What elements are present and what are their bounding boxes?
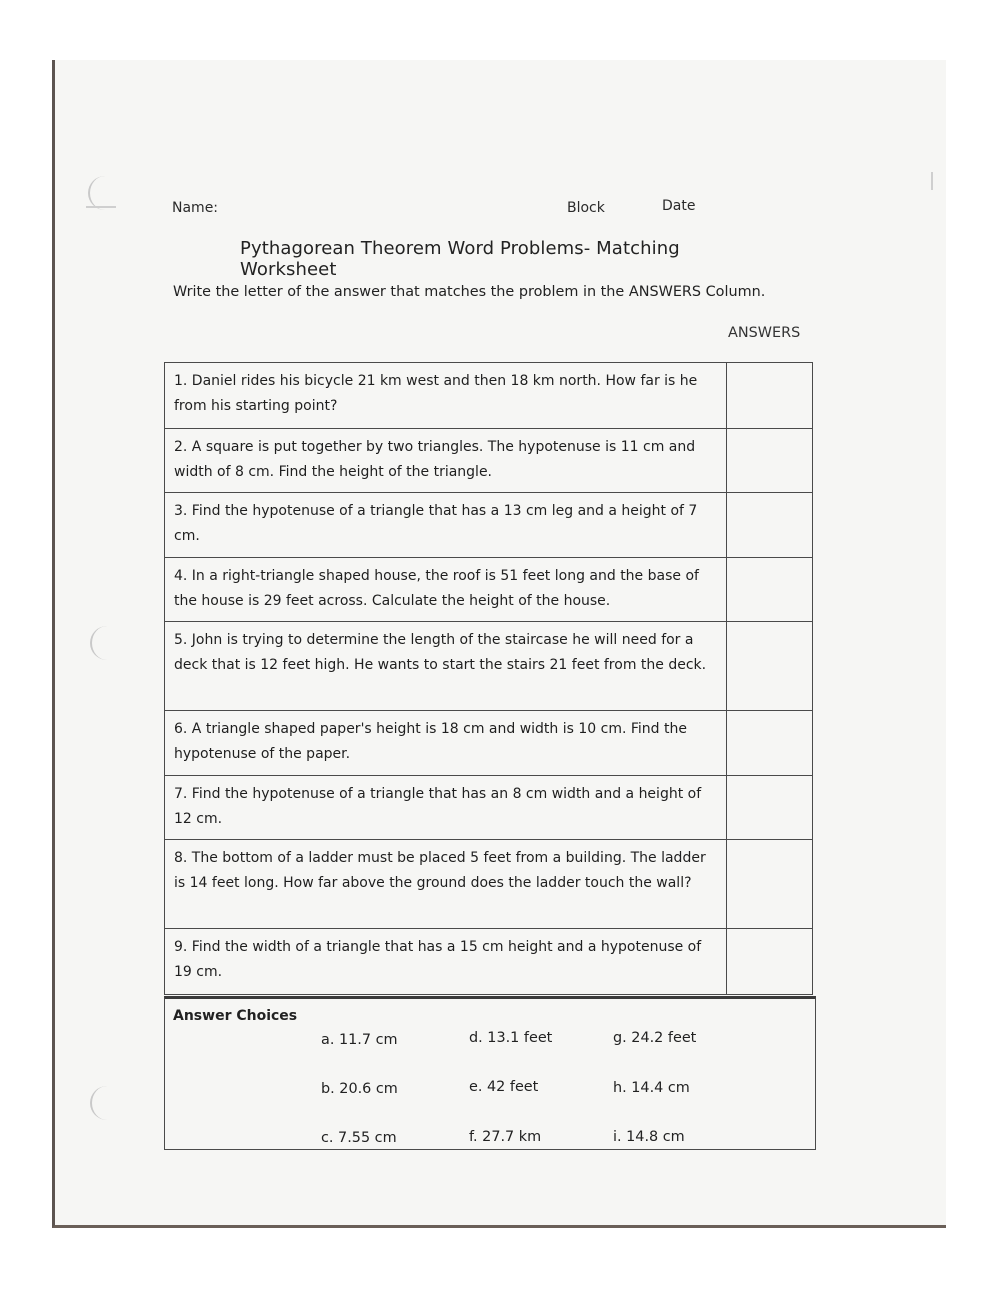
problem-row-7 — [165, 776, 813, 840]
choice-f: f. 27.7 km — [469, 1129, 542, 1145]
problem-text-3: 3. Find the hypotenuse of a triangle that has a 13 cm leg and a height of 7 cm. — [165, 493, 727, 558]
problem-text-1: 1. Daniel rides his bicycle 21 km west and then 18 km north. How far is he from his starting point? — [165, 363, 727, 429]
answers-column-heading: ANSWERS — [728, 325, 801, 341]
answer-cell-1[interactable] — [727, 363, 813, 429]
block-label: Block — [567, 200, 605, 216]
choice-h: h. 14.4 cm — [613, 1080, 690, 1096]
scan-mark-right — [931, 172, 933, 190]
choice-c: c. 7.55 cm — [321, 1130, 397, 1146]
problem-row-4 — [165, 558, 813, 622]
problem-text-6: 6. A triangle shaped paper's height is 18 cm and width is 10 cm. Find the hypotenuse of the paper. — [165, 711, 727, 776]
answer-cell-9[interactable] — [727, 929, 813, 995]
answer-cell-2[interactable] — [727, 429, 813, 493]
problem-row-5 — [165, 622, 813, 711]
worksheet-instructions: Write the letter of the answer that matches the problem in the ANSWERS Column. — [173, 284, 766, 300]
name-label: Name: — [172, 200, 219, 216]
choice-g: g. 24.2 feet — [613, 1030, 697, 1046]
choice-d: d. 13.1 feet — [469, 1030, 553, 1046]
problem-row-2 — [165, 429, 813, 493]
answer-choices-title: Answer Choices — [173, 1008, 298, 1024]
worksheet-title: Pythagorean Theorem Word Problems- Matching Worksheet — [240, 238, 680, 280]
problem-text-5: 5. John is trying to determine the length of the staircase he will need for a deck that is 12 feet high. He wants to start the stairs 21 feet from the deck. — [165, 622, 727, 711]
choice-i: i. 14.8 cm — [613, 1129, 685, 1145]
problem-row-1 — [165, 363, 813, 429]
problem-row-3 — [165, 493, 813, 558]
problem-row-8 — [165, 840, 813, 929]
problem-text-2: 2. A square is put together by two triangles. The hypotenuse is 11 cm and width of 8 cm. Find the height of the triangle. — [165, 429, 727, 493]
choice-b: b. 20.6 cm — [321, 1081, 398, 1097]
problem-row-6 — [165, 711, 813, 776]
problem-text-9: 9. Find the width of a triangle that has a 15 cm height and a hypotenuse of 19 cm. — [165, 929, 727, 995]
answer-cell-4[interactable] — [727, 558, 813, 622]
answer-choices-box — [164, 996, 816, 1150]
choice-e: e. 42 feet — [469, 1079, 539, 1095]
answer-cell-6[interactable] — [727, 711, 813, 776]
scan-mark-left — [86, 206, 116, 208]
problem-row-9 — [165, 929, 813, 995]
problem-text-8: 8. The bottom of a ladder must be placed 5 feet from a building. The ladder is 14 feet long. How far above the ground does the ladder touch the wall? — [165, 840, 727, 929]
answer-cell-3[interactable] — [727, 493, 813, 558]
choice-a: a. 11.7 cm — [321, 1032, 398, 1048]
answer-cell-7[interactable] — [727, 776, 813, 840]
answer-cell-8[interactable] — [727, 840, 813, 929]
problems-table — [164, 362, 813, 995]
answer-cell-5[interactable] — [727, 622, 813, 711]
problem-text-4: 4. In a right-triangle shaped house, the roof is 51 feet long and the base of the house is 29 feet across. Calculate the height of the house. — [165, 558, 727, 622]
date-label: Date — [662, 198, 696, 214]
problem-text-7: 7. Find the hypotenuse of a triangle that has an 8 cm width and a height of 12 cm. — [165, 776, 727, 840]
